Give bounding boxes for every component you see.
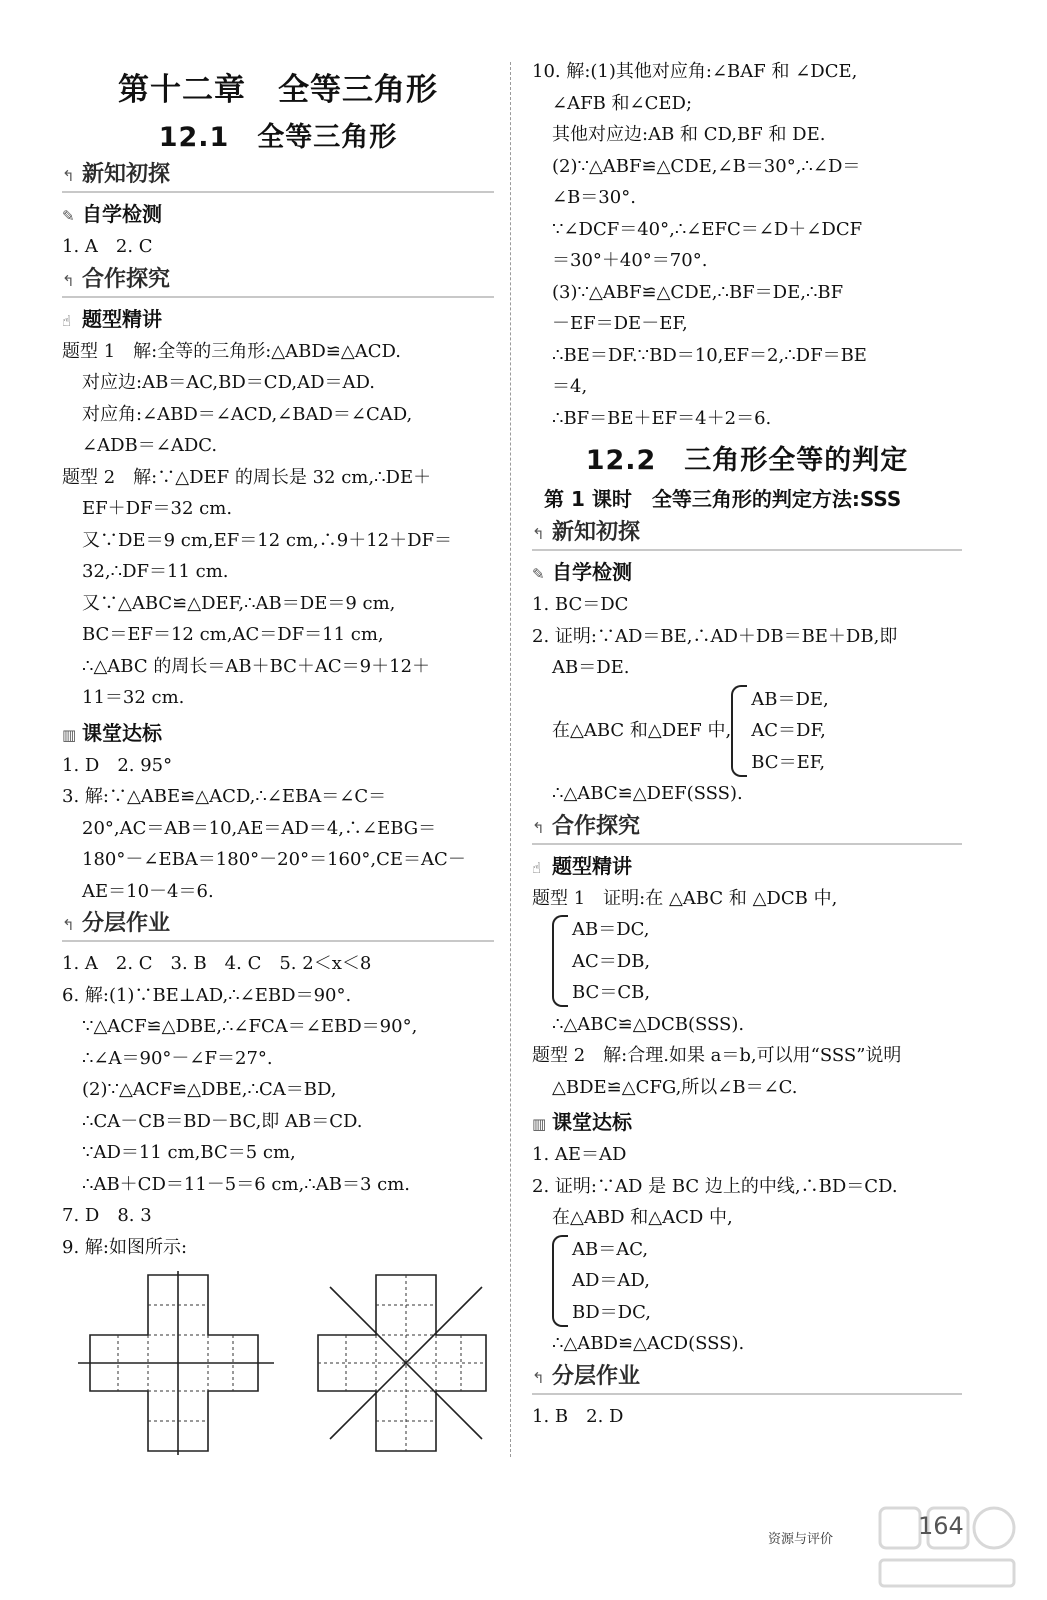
section-title: 12.1 全等三角形 xyxy=(158,122,398,153)
answer-line: (2)∵△ABF≌△CDE,∠B＝30°,∴∠D＝ xyxy=(552,155,861,177)
answer-line: BC＝EF＝12 cm,AC＝DF＝11 cm, xyxy=(82,624,384,645)
section-header-homework: ↰ 分层作业 xyxy=(532,1362,962,1395)
bookmark-icon: ↰ xyxy=(532,525,545,543)
cross-net-diagrams xyxy=(68,1267,488,1463)
left-brace xyxy=(731,685,747,777)
answer-line: EF＋DF＝32 cm. xyxy=(82,498,233,519)
page-number: 164 xyxy=(918,1512,964,1540)
answer-line: AE＝10－4＝6. xyxy=(82,880,214,902)
condition-list xyxy=(572,1234,651,1329)
left-column xyxy=(62,56,494,1463)
condition-item: AB＝DE, xyxy=(751,688,829,710)
condition-group xyxy=(532,684,962,779)
answer-line: 对应边:AB＝AC,BD＝CD,AD＝AD. xyxy=(82,372,376,393)
subheader-question-types: ☝ 题型精讲 xyxy=(62,304,494,334)
answer-line: (2)∵△ACF≌△DBE,∴CA＝BD, xyxy=(82,1079,337,1100)
subheader-class-check: ▥ 课堂达标 xyxy=(532,1107,962,1137)
condition-list xyxy=(751,684,829,779)
answer-line: ∠ADB＝∠ADC. xyxy=(82,435,218,456)
answer-line: ＝30°＋40°＝70°. xyxy=(552,250,708,271)
answer-line: 又∵DE＝9 cm,EF＝12 cm,∴9＋12＋DF＝ xyxy=(82,529,453,551)
answer-line: 11＝32 cm. xyxy=(82,687,185,708)
answer-line: ∠AFB 和∠CED; xyxy=(552,92,693,114)
bookmark-icon: ↰ xyxy=(532,818,545,837)
hand-icon: ☝ xyxy=(62,311,72,330)
answer-line: 10. 解:(1)其他对应角:∠BAF 和 ∠DCE, xyxy=(532,61,858,82)
answer-line: 9. 解:如图所示: xyxy=(62,1236,188,1258)
section-header-coop: ↰ 合作探究 xyxy=(532,812,962,845)
answer-line: ∴∠A＝90°－∠F＝27°. xyxy=(82,1047,273,1069)
column-divider xyxy=(510,62,511,1457)
section-header-homework: ↰ 分层作业 xyxy=(62,909,494,942)
answer-line: ∴△ABD≌△ACD(SSS). xyxy=(552,1333,745,1354)
footer-label: 资源与评价 xyxy=(768,1532,834,1547)
answer-line: ∴AB＋CD＝11－5＝6 cm,∴AB＝3 cm. xyxy=(82,1173,411,1195)
answer-line: 对应角:∠ABD＝∠ACD,∠BAD＝∠CAD, xyxy=(82,403,413,425)
answer-line: 1. A 2. C 3. B 4. C 5. 2＜x＜8 xyxy=(62,953,372,974)
answer-line: 1. D 2. 95° xyxy=(62,754,173,776)
answer-line: 2. 证明:∵AD＝BE,∴AD＋DB＝BE＋DB,即 xyxy=(532,625,898,647)
answer-line: 20°,AC＝AB＝10,AE＝AD＝4,∴∠EBG＝ xyxy=(82,817,437,839)
bookmark-icon: ↰ xyxy=(62,167,75,185)
condition-item: BC＝EF, xyxy=(751,751,826,773)
condition-item: AC＝DF, xyxy=(751,720,826,741)
answer-line: 1. B 2. D xyxy=(532,1405,624,1427)
condition-item: AB＝AC, xyxy=(572,1238,649,1260)
section-header-new: ↰ 新知初探 xyxy=(532,518,962,551)
answer-line: 题型 2 解:∵△DEF 的周长是 32 cm,∴DE＋ xyxy=(62,466,432,488)
book-icon: ▥ xyxy=(62,725,77,744)
answer-line: (3)∵△ABF≌△CDE,∴BF＝DE,∴BF xyxy=(552,281,844,303)
left-brace xyxy=(552,1235,568,1327)
section-header-coop: ↰ 合作探究 xyxy=(62,265,494,298)
answer-line: ∴△ABC≌△DEF(SSS). xyxy=(552,783,743,804)
bookmark-icon: ↰ xyxy=(62,916,75,934)
answer-line: 题型 2 解:合理.如果 a＝b,可以用“SSS”说明 xyxy=(532,1045,902,1066)
right-column xyxy=(532,56,962,1432)
condition-group xyxy=(532,1234,962,1329)
answer-line: 1. AE＝AD xyxy=(532,1144,627,1165)
answer-line: ∵△ACF≌△DBE,∴∠FCA＝∠EBD＝90°, xyxy=(82,1016,418,1037)
answer-line: ∴BF＝BE＋EF＝4＋2＝6. xyxy=(552,407,772,429)
answer-line: 题型 1 证明:在 △ABC 和 △DCB 中, xyxy=(532,887,838,909)
answer-line: ∴△ABC≌△DCB(SSS). xyxy=(552,1013,745,1035)
subheader-self-check: ✎ 自学检测 xyxy=(532,557,962,587)
answer-line: ∴△ABC 的周长＝AB＋BC＋AC＝9＋12＋ xyxy=(82,655,431,677)
answer-line: 1. A 2. C xyxy=(62,236,153,257)
answer-line: ∴CA－CB＝BD－BC,即 AB＝CD. xyxy=(82,1110,363,1132)
pencil-icon: ✎ xyxy=(62,207,75,225)
chapter-title: 第十二章 全等三角形 xyxy=(118,72,438,108)
bookmark-icon: ↰ xyxy=(532,1368,545,1387)
answer-line: AB＝DE. xyxy=(552,657,630,678)
answer-line: ∴BE＝DF.∵BD＝10,EF＝2,∴DF＝BE xyxy=(552,344,867,366)
answer-line: ∠B＝30°. xyxy=(552,187,636,208)
left-brace xyxy=(552,915,568,1007)
condition-list xyxy=(572,914,650,1009)
lesson-title: 第 1 课时 全等三角形的判定方法:SSS xyxy=(544,487,902,511)
answer-line: 7. D 8. 3 xyxy=(62,1205,152,1226)
answer-line: ＝4, xyxy=(552,376,588,397)
answer-line: 在△ABC 和△DEF 中, xyxy=(552,720,732,741)
pencil-icon: ✎ xyxy=(532,565,545,583)
section-header-new: ↰ 新知初探 xyxy=(62,160,494,193)
answer-line: 6. 解:(1)∵BE⊥AD,∴∠EBD＝90°. xyxy=(62,984,352,1006)
bookmark-icon: ↰ xyxy=(62,271,75,290)
answer-line: 180°－∠EBA＝180°－20°＝160°,CE＝AC－ xyxy=(82,849,466,870)
condition-item: AD＝AD, xyxy=(572,1270,650,1291)
answer-line: 1. BC＝DC xyxy=(532,594,629,615)
subheader-class-check: ▥ 课堂达标 xyxy=(62,718,494,748)
answer-line: 32,∴DF＝11 cm. xyxy=(82,561,229,582)
answer-line: 3. 解:∵△ABE≌△ACD,∴∠EBA＝∠C＝ xyxy=(62,786,387,807)
answer-line: 又∵△ABC≌△DEF,∴AB＝DE＝9 cm, xyxy=(82,592,396,614)
book-icon: ▥ xyxy=(532,1115,547,1133)
answer-line: 2. 证明:∵AD 是 BC 边上的中线,∴BD＝CD. xyxy=(532,1175,898,1197)
condition-item: AB＝DC, xyxy=(572,919,650,940)
section-title: 12.2 三角形全等的判定 xyxy=(585,445,909,476)
condition-item: AC＝DB, xyxy=(572,950,651,972)
answer-line: 题型 1 解:全等的三角形:△ABD≌△ACD. xyxy=(62,340,402,362)
subheader-question-types: ☝ 题型精讲 xyxy=(532,851,962,881)
hand-icon: ☝ xyxy=(532,858,542,877)
answer-line: ∵∠DCF＝40°,∴∠EFC＝∠D＋∠DCF xyxy=(552,218,863,240)
answer-line: ∵AD＝11 cm,BC＝5 cm, xyxy=(82,1142,296,1163)
answer-line: 其他对应边:AB 和 CD,BF 和 DE. xyxy=(552,124,826,145)
condition-item: BC＝CB, xyxy=(572,982,651,1003)
answer-line: △BDE≌△CFG,所以∠B＝∠C. xyxy=(552,1076,798,1098)
condition-item: BD＝DC, xyxy=(572,1301,651,1323)
condition-group xyxy=(532,914,962,1009)
cross-figures xyxy=(62,1263,494,1463)
subheader-self-check: ✎ 自学检测 xyxy=(62,199,494,229)
answer-line: 在△ABD 和△ACD 中, xyxy=(552,1207,733,1228)
answer-line: －EF＝DE－EF, xyxy=(552,313,688,334)
